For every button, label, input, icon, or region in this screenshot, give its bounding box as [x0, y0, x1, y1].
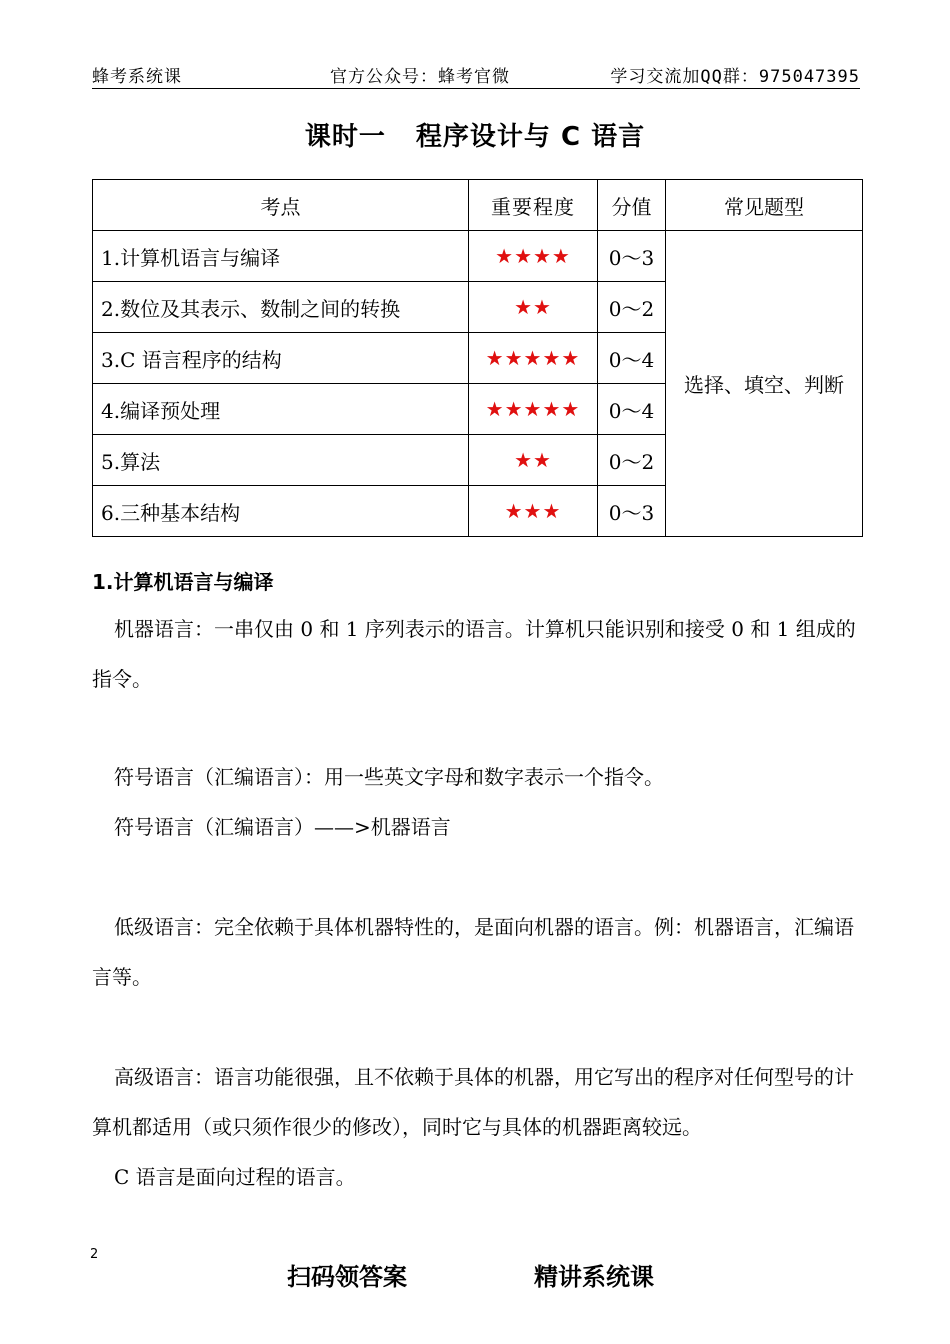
row-topic: 1.计算机语言与编译 [93, 231, 469, 282]
question-types-cell: 选择、填空、判断 [666, 231, 863, 537]
row-score: 0～3 [598, 486, 666, 537]
header-importance: 重要程度 [469, 180, 598, 231]
row-topic: 2.数位及其表示、数制之间的转换 [93, 282, 469, 333]
section-heading: 1.计算机语言与编译 [92, 570, 274, 594]
header-score: 分值 [598, 180, 666, 231]
row-stars: ★★ [469, 435, 598, 486]
paragraph-assembly-to-machine: 符号语言（汇编语言）——>机器语言 [114, 815, 451, 839]
row-topic: 4.编译预处理 [93, 384, 469, 435]
page-title [0, 116, 950, 153]
row-stars: ★★★ [469, 486, 598, 537]
header-topic: 考点 [93, 180, 469, 231]
header-question-type: 常见题型 [666, 180, 863, 231]
title-lesson: 课时一 [304, 122, 386, 152]
footer-course: 精讲系统课 [534, 1263, 654, 1291]
row-score: 0～2 [598, 282, 666, 333]
row-score: 0～4 [598, 333, 666, 384]
row-stars: ★★★★★ [469, 333, 598, 384]
paragraph-assembly-language: 符号语言（汇编语言）：用一些英文字母和数字表示一个指令。 [114, 765, 664, 789]
paragraph-high-level-language: 高级语言：语言功能很强，且不依赖于具体的机器，用它写出的程序对任何型号的计算机都适用（或只须作很少的修改），同时它与具体的机器距离较远。 [92, 1065, 854, 1139]
row-score: 0～4 [598, 384, 666, 435]
header-brand: 蜂考系统课 [92, 67, 182, 87]
footer-scan-answers: 扫码领答案 [287, 1263, 407, 1291]
row-topic: 6.三种基本结构 [93, 486, 469, 537]
page-number: 2 [90, 1247, 99, 1262]
header-qq-group: 学习交流加QQ群：975047395 [610, 67, 860, 87]
row-topic: 3.C 语言程序的结构 [93, 333, 469, 384]
page-header [92, 62, 860, 89]
title-subject: 程序设计与 C 语言 [415, 122, 646, 152]
row-score: 0～2 [598, 435, 666, 486]
row-stars: ★★ [469, 282, 598, 333]
paragraph-machine-language: 机器语言：一串仅由 0 和 1 序列表示的语言。计算机只能识别和接受 0 和 1 组成的指令。 [92, 617, 856, 691]
key-points-table [92, 179, 863, 537]
row-score: 0～3 [598, 231, 666, 282]
paragraph-low-level-language: 低级语言：完全依赖于具体机器特性的，是面向机器的语言。例：机器语言，汇编语言等。 [92, 915, 854, 989]
row-stars: ★★★★ [469, 231, 598, 282]
row-topic: 5.算法 [93, 435, 469, 486]
paragraph-c-procedural: C 语言是面向过程的语言。 [114, 1165, 356, 1189]
table-row [93, 231, 863, 282]
table-header-row [93, 180, 863, 231]
row-stars: ★★★★★ [469, 384, 598, 435]
header-official-account: 官方公众号：蜂考官微 [330, 67, 510, 87]
